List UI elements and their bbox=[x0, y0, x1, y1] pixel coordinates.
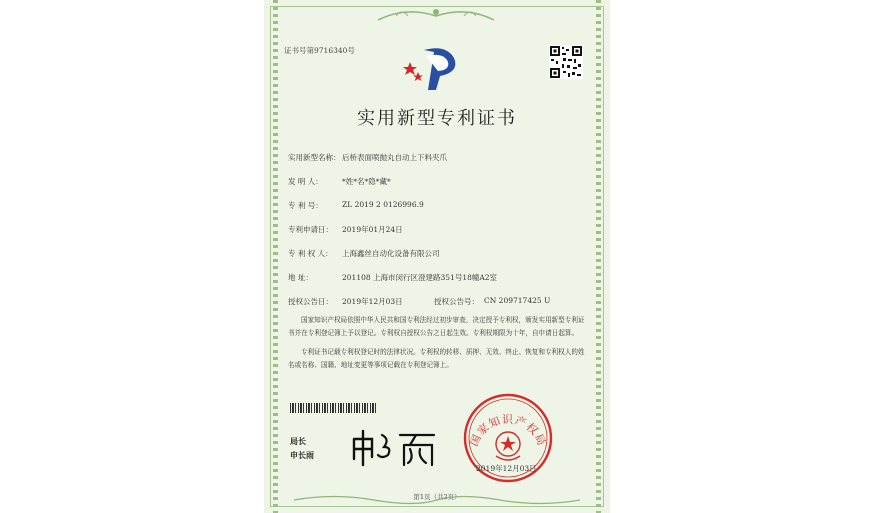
barcode-icon bbox=[290, 403, 376, 413]
patent-certificate bbox=[264, 0, 610, 513]
field-value-inventor: *姓*名*隐*藏* bbox=[342, 177, 391, 186]
bottom-ornament-icon bbox=[294, 493, 580, 507]
field-label-patentee: 专 利 权 人： bbox=[288, 249, 333, 258]
field-label-name: 实用新型名称： bbox=[288, 153, 341, 162]
top-ornament-icon bbox=[376, 6, 496, 22]
field-label-patent-number: 专 利 号： bbox=[288, 201, 323, 210]
left-vine-ornament bbox=[273, 0, 278, 513]
field-value-application-date: 2019年01月24日 bbox=[342, 225, 403, 234]
field-value-publication-number: CN 209717425 U bbox=[484, 296, 551, 305]
qr-code-icon bbox=[549, 45, 583, 79]
field-label-grant-date: 授权公告日： bbox=[288, 297, 333, 306]
field-value-patentee: 上海鑫丝自动化设备有限公司 bbox=[342, 249, 440, 258]
field-value-name: 后桥表面喷抛丸自动上下料夹爪 bbox=[342, 153, 447, 162]
page-indicator: 第1页（共2页） bbox=[413, 493, 461, 501]
field-label-application-date: 专利申请日： bbox=[288, 225, 333, 234]
right-vine-ornament bbox=[596, 0, 601, 513]
cnipa-logo-icon bbox=[396, 42, 466, 92]
seal-date: 2019年12月03日 bbox=[476, 464, 537, 473]
grant-statement: 国家知识产权局依照中华人民共和国专利法经过初步审查，决定授予专利权，颁发实用新型专利证书并在专利登记簿上予以登记。专利权自授权公告之日起生效。专利权期限为十年，自申请日起算。 bbox=[288, 316, 585, 337]
svg-text:国家知识产权局: 国家知识产权局 bbox=[467, 413, 549, 449]
signature-title: 局长 bbox=[290, 436, 306, 446]
field-value-grant-date: 2019年12月03日 bbox=[342, 297, 403, 306]
field-value-address: 201108 上海市闵行区澄建路351号18幢A2室 bbox=[342, 273, 498, 282]
handwritten-signature-icon bbox=[348, 425, 438, 469]
field-label-publication-number: 授权公告号： bbox=[434, 297, 479, 306]
field-label-address: 地 址： bbox=[288, 273, 313, 282]
field-label-inventor: 发 明 人： bbox=[288, 177, 323, 186]
certificate-number: 证书号第9716340号 bbox=[284, 46, 355, 55]
certificate-title: 实用新型专利证书 bbox=[357, 108, 517, 129]
legal-status-note: 专利证书记载专利权登记时的法律状况。专利权的转移、质押、无效、终止、恢复和专利权人的姓名或名称、国籍、地址变更等事项记载在专利登记簿上。 bbox=[288, 348, 585, 369]
field-value-patent-number: ZL 2019 2 0126996.9 bbox=[342, 200, 424, 209]
signature-printed-name: 申长雨 bbox=[290, 450, 314, 460]
